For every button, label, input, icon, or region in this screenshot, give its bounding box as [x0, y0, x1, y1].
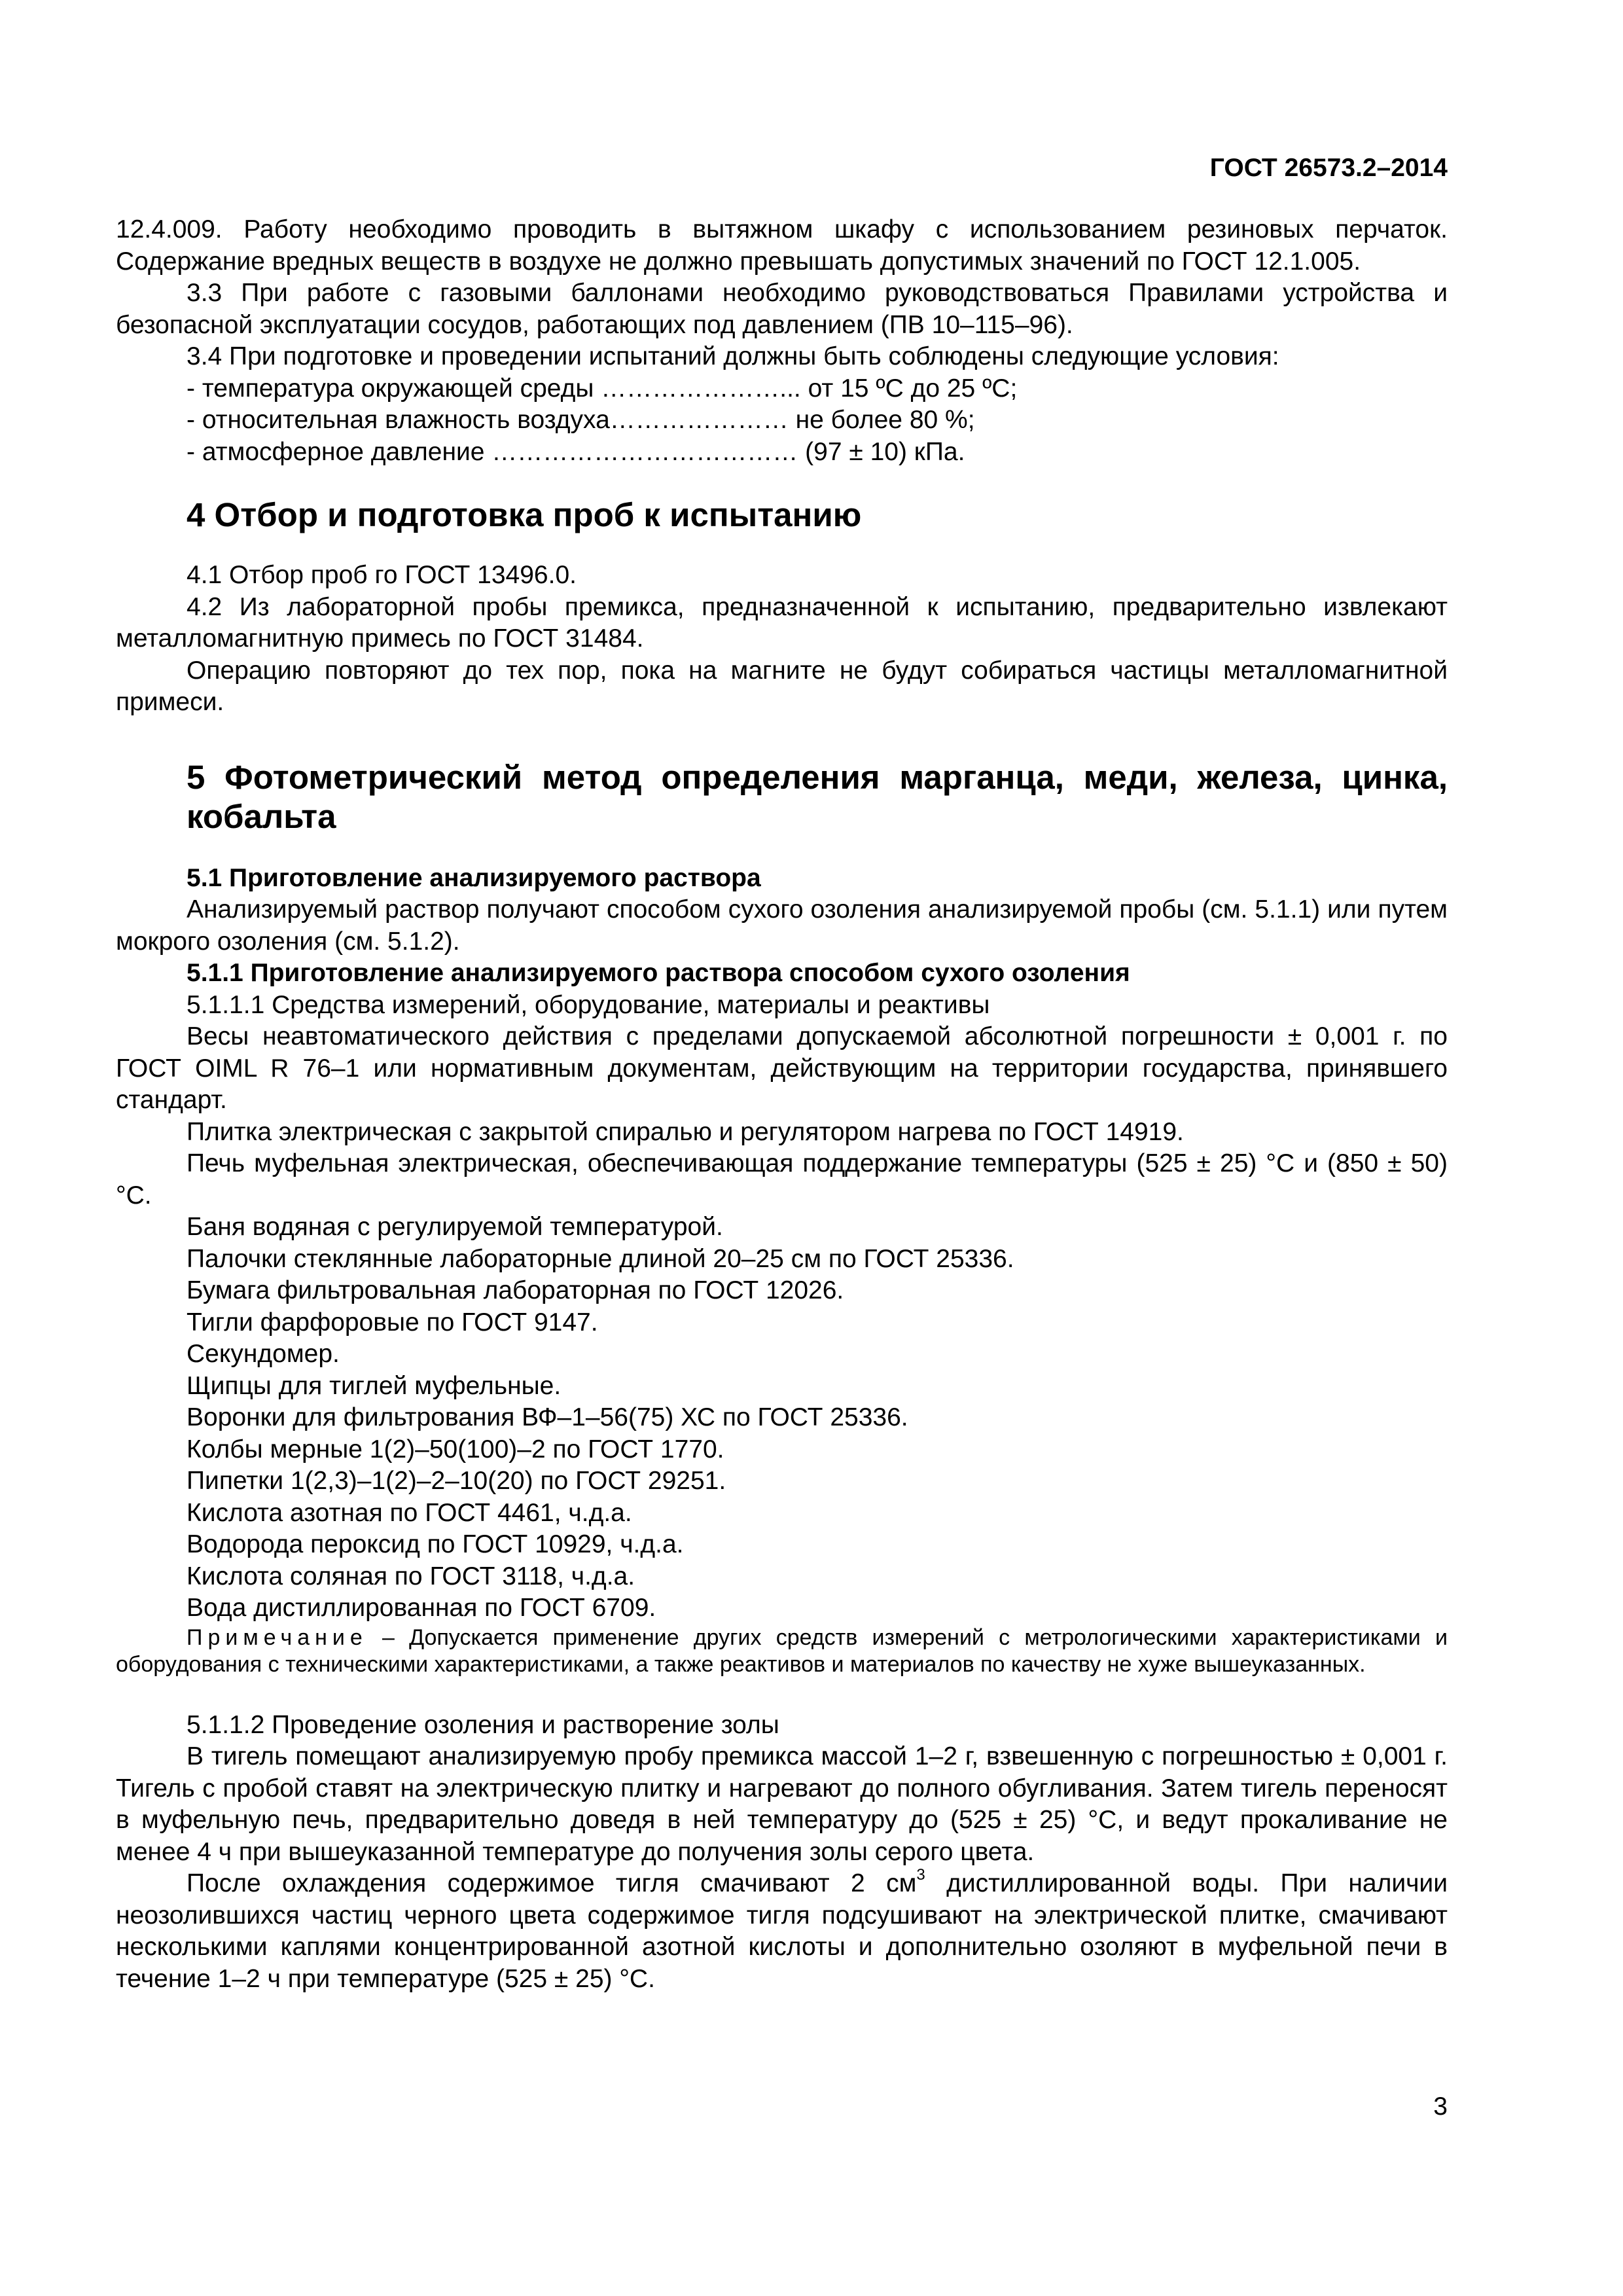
item-funnels: Воронки для фильтрования ВФ–1–56(75) ХС по ГОСТ 25336. [187, 1403, 908, 1431]
condition-temperature: - температура окружающей среды …………………... от 15 ºС до 25 ºС; [187, 374, 1018, 403]
subsection-5-1-1-2-heading: 5.1.1.2 Проведение озоления и растворение золы [187, 1710, 779, 1739]
subsection-5-1-1-heading: 5.1.1 Приготовление анализируемого раствора способом сухого озоления [187, 959, 1130, 987]
document-code: ГОСТ 26573.2–2014 [1209, 154, 1448, 182]
item-distilled-water: Вода дистиллированная по ГОСТ 6709. [187, 1594, 656, 1622]
note-dash: – [367, 1624, 410, 1650]
item-tongs: Щипцы для тиглей муфельные. [187, 1371, 562, 1400]
item-hotplate: Плитка электрическая с закрытой спиралью и регулятором нагрева по ГОСТ 14919. [187, 1117, 1184, 1146]
cubic-superscript: 3 [916, 1866, 925, 1884]
paragraph-4-2-repeat: Операцию повторяют до тех пор, пока на магните не будут собираться частицы металломагнитной примеси. [116, 656, 1448, 716]
item-filter-paper: Бумага фильтровальная лабораторная по ГОСТ 12026. [187, 1276, 844, 1304]
item-stopwatch: Секундомер. [187, 1340, 340, 1368]
item-flasks: Колбы мерные 1(2)–50(100)–2 по ГОСТ 1770. [187, 1435, 724, 1463]
paragraph-3-3: 3.3 При работе с газовыми баллонами необходимо руководствоваться Правилами устройства и безопасной эксплуатации сосудов, работающих под давлением (ПВ 10–115–96). [116, 279, 1448, 339]
paragraph-safety-gloves: 12.4.009. Работу необходимо проводить в вытяжном шкафу с использованием резиновых перчаток. Содержание вредных веществ в воздухе не должно превышать допустимых значений по ГОСТ 12.1.005. [116, 215, 1448, 276]
item-hydrogen-peroxide: Водорода пероксид по ГОСТ 10929, ч.д.а. [187, 1530, 684, 1558]
section-4-heading: 4 Отбор и подготовка проб к испытанию [187, 496, 862, 533]
subsection-5-1-heading: 5.1 Приготовление анализируемого раствора [187, 863, 761, 892]
paragraph-4-1: 4.1 Отбор проб го ГОСТ 13496.0. [187, 561, 577, 589]
item-nitric-acid: Кислота азотная по ГОСТ 4461, ч.д.а. [187, 1498, 632, 1527]
condition-humidity: - относительная влажность воздуха………………… не более 80 %; [187, 406, 975, 434]
item-hydrochloric-acid: Кислота соляная по ГОСТ 3118, ч.д.а. [187, 1562, 635, 1590]
paragraph-4-2: 4.2 Из лабораторной пробы премикса, предназначенной к испытанию, предварительно извлекают металломагнитную примесь по ГОСТ 31484. [116, 592, 1448, 653]
cooling-text-end: дистиллированной воды. При наличии неозолившихся частиц черного цвета содержимое тигля подсушивают на электрической плитке, смачивают несколькими каплями концентрированной азотной кислоты и дополнительно озоляют в муфельной печи в течение 1–2 ч при температуре (525 ± 25) °С. [116, 1869, 1448, 1993]
cooling-text-start: После охлаждения содержимое тигля смачивают 2 см [187, 1869, 917, 1897]
item-scales: Весы неавтоматического действия с пределами допускаемой абсолютной погрешности ± 0,001 г. по ГОСТ OIML R 76–1 или нормативным документам, действующим на территории государства, принявшего стандарт. [116, 1022, 1448, 1114]
subsection-5-1-1-1-heading: 5.1.1.1 Средства измерений, оборудование, материалы и реактивы [187, 990, 990, 1019]
item-glass-rods: Палочки стеклянные лабораторные длиной 20–25 см по ГОСТ 25336. [187, 1244, 1014, 1273]
note-paragraph [116, 1624, 1448, 1678]
paragraph-5-1: Анализируемый раствор получают способом сухого озоления анализируемой пробы (см. 5.1.1) или путем мокрого озоления (см. 5.1.2). [116, 895, 1448, 956]
paragraph-ashing: В тигель помещают анализируемую пробу премикса массой 1–2 г, взвешенную с погрешностью ± 0,001 г. Тигель с пробой ставят на электрическую плитку и нагревают до полного обугливания. Затем тигель переносят в муфельную печь, предварительно доведя в ней температуру до (525 ± 25) °С, и ведут прокаливание не менее 4 ч при вышеуказанной температуре до получения золы серого цвета. [116, 1742, 1448, 1866]
paragraph-cooling [116, 1868, 1448, 1995]
note-label: Примечание [187, 1624, 368, 1650]
page-number: 3 [1433, 2092, 1448, 2121]
item-crucibles: Тигли фарфоровые по ГОСТ 9147. [187, 1308, 598, 1336]
item-muffle-furnace: Печь муфельная электрическая, обеспечивающая поддержание температуры (525 ± 25) °С и (850 ± 50) °С. [116, 1149, 1448, 1210]
paragraph-3-4: 3.4 При подготовке и проведении испытаний должны быть соблюдены следующие условия: [187, 342, 1279, 370]
item-pipettes: Пипетки 1(2,3)–1(2)–2–10(20) по ГОСТ 29251. [187, 1467, 726, 1495]
page-content [116, 214, 1448, 1995]
item-water-bath: Баня водяная с регулируемой температурой. [187, 1213, 723, 1241]
section-5-heading: 5 Фотометрический метод определения марганца, меди, железа, цинка, кобальта [187, 758, 1448, 835]
condition-pressure: - атмосферное давление ……………………………… (97 ± 10) кПа. [187, 437, 965, 466]
note-text: Допускается применение других средств измерений с метрологическими характеристиками и оборудования с техническими характеристиками, а также реактивов и материалов по качеству не хуже вышеуказанных. [116, 1624, 1448, 1677]
